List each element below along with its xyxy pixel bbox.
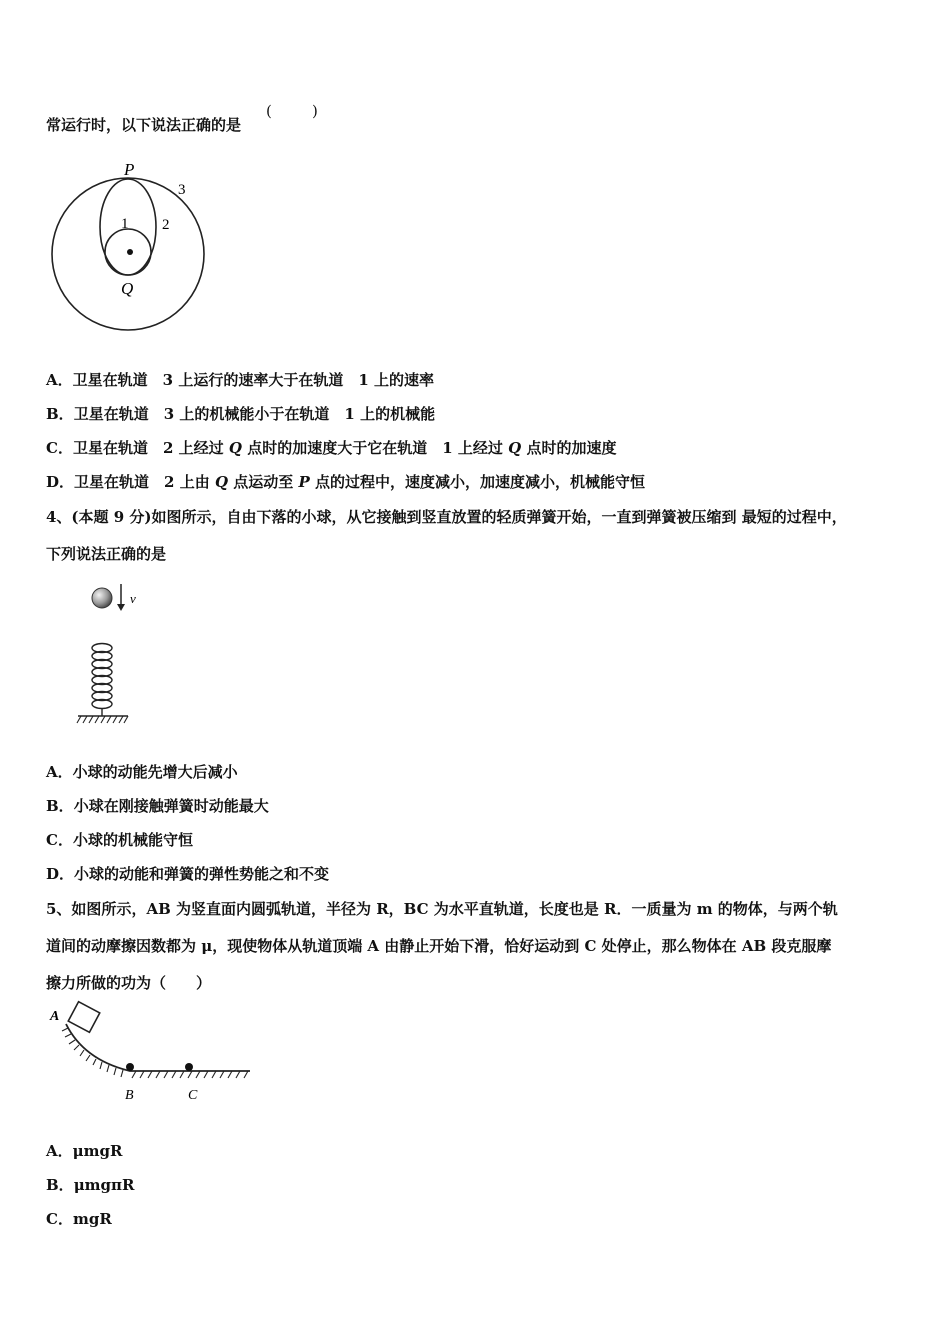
q4-option-b: B．小球在刚接触弹簧时动能最大 <box>46 797 269 815</box>
q5-stem-line1: 5、如图所示，AB 为竖直面内圆弧轨道，半径为 R，BC 为水平直轨道，长度也是 R．一质量为 m 的物体，与两个轨 <box>46 900 838 918</box>
earth-center-dot <box>127 249 133 255</box>
q3-stem <box>46 114 241 135</box>
point-a-label: A <box>50 1009 60 1024</box>
orbit-2-label: 2 <box>162 217 170 233</box>
q4-stem-line1: 4、(本题 9 分)如图所示，自由下落的小球，从它接触到竖直放置的轻质弹簧开始，一直到弹簧被压缩到 最短的过程中， <box>46 508 847 526</box>
q4-option-a: A．小球的动能先增大后减小 <box>46 763 238 781</box>
point-b-dot <box>126 1063 134 1071</box>
q5-option-c: C．mgR <box>46 1210 112 1228</box>
q5-option-b: B．μmgπR <box>46 1176 135 1194</box>
q3-option-c: C．卫星在轨道 2 上经过 Q 点时的加速度大于它在轨道 1 上经过 Q 点时的加速度 <box>46 439 617 457</box>
q3-paren-open: ( <box>266 102 272 120</box>
q3-option-d: D．卫星在轨道 2 上由 Q 点运动至 P 点的过程中，速度减小，加速度减小，机械能守恒 <box>46 473 646 491</box>
ground-hatch <box>77 716 128 723</box>
q5-option-a: A．μmgR <box>46 1142 123 1160</box>
q3-paren-close: ) <box>312 102 318 120</box>
point-c-label: C <box>188 1088 198 1103</box>
q3-stem-text: 常运行时，以下说法正确的是 <box>46 116 242 134</box>
velocity-arrow-head <box>117 604 125 611</box>
q3-option-b: B．卫星在轨道 3 上的机械能小于在轨道 1 上的机械能 <box>46 405 436 423</box>
ball <box>92 588 112 608</box>
orbit-1-label: 1 <box>121 216 129 232</box>
sliding-block <box>68 1002 100 1033</box>
q5-stem-line3: 擦力所做的功为（ ） <box>46 974 212 992</box>
point-q-label: Q <box>121 279 134 298</box>
point-p-label: P <box>124 160 135 179</box>
spring-figure <box>74 578 154 730</box>
velocity-label: v <box>130 591 136 606</box>
spring-coil <box>92 644 112 709</box>
q3-option-a: A．卫星在轨道 3 上运行的速率大于在轨道 1 上的速率 <box>46 371 435 389</box>
q4-option-d: D．小球的动能和弹簧的弹性势能之和不变 <box>46 865 330 883</box>
orbit-3-label: 3 <box>178 182 186 198</box>
q4-option-c: C．小球的机械能守恒 <box>46 831 193 849</box>
q5-stem-line2: 道间的动摩擦因数都为 μ，现使物体从轨道顶端 A 由静止开始下滑，恰好运动到 C 处停止，那么物体在 AB 段克服摩 <box>46 937 832 955</box>
orbit-figure <box>44 155 224 340</box>
q4-stem-line2: 下列说法正确的是 <box>46 545 167 563</box>
point-b-label: B <box>125 1088 134 1103</box>
point-c-dot <box>185 1063 193 1071</box>
track-figure <box>44 1000 259 1105</box>
